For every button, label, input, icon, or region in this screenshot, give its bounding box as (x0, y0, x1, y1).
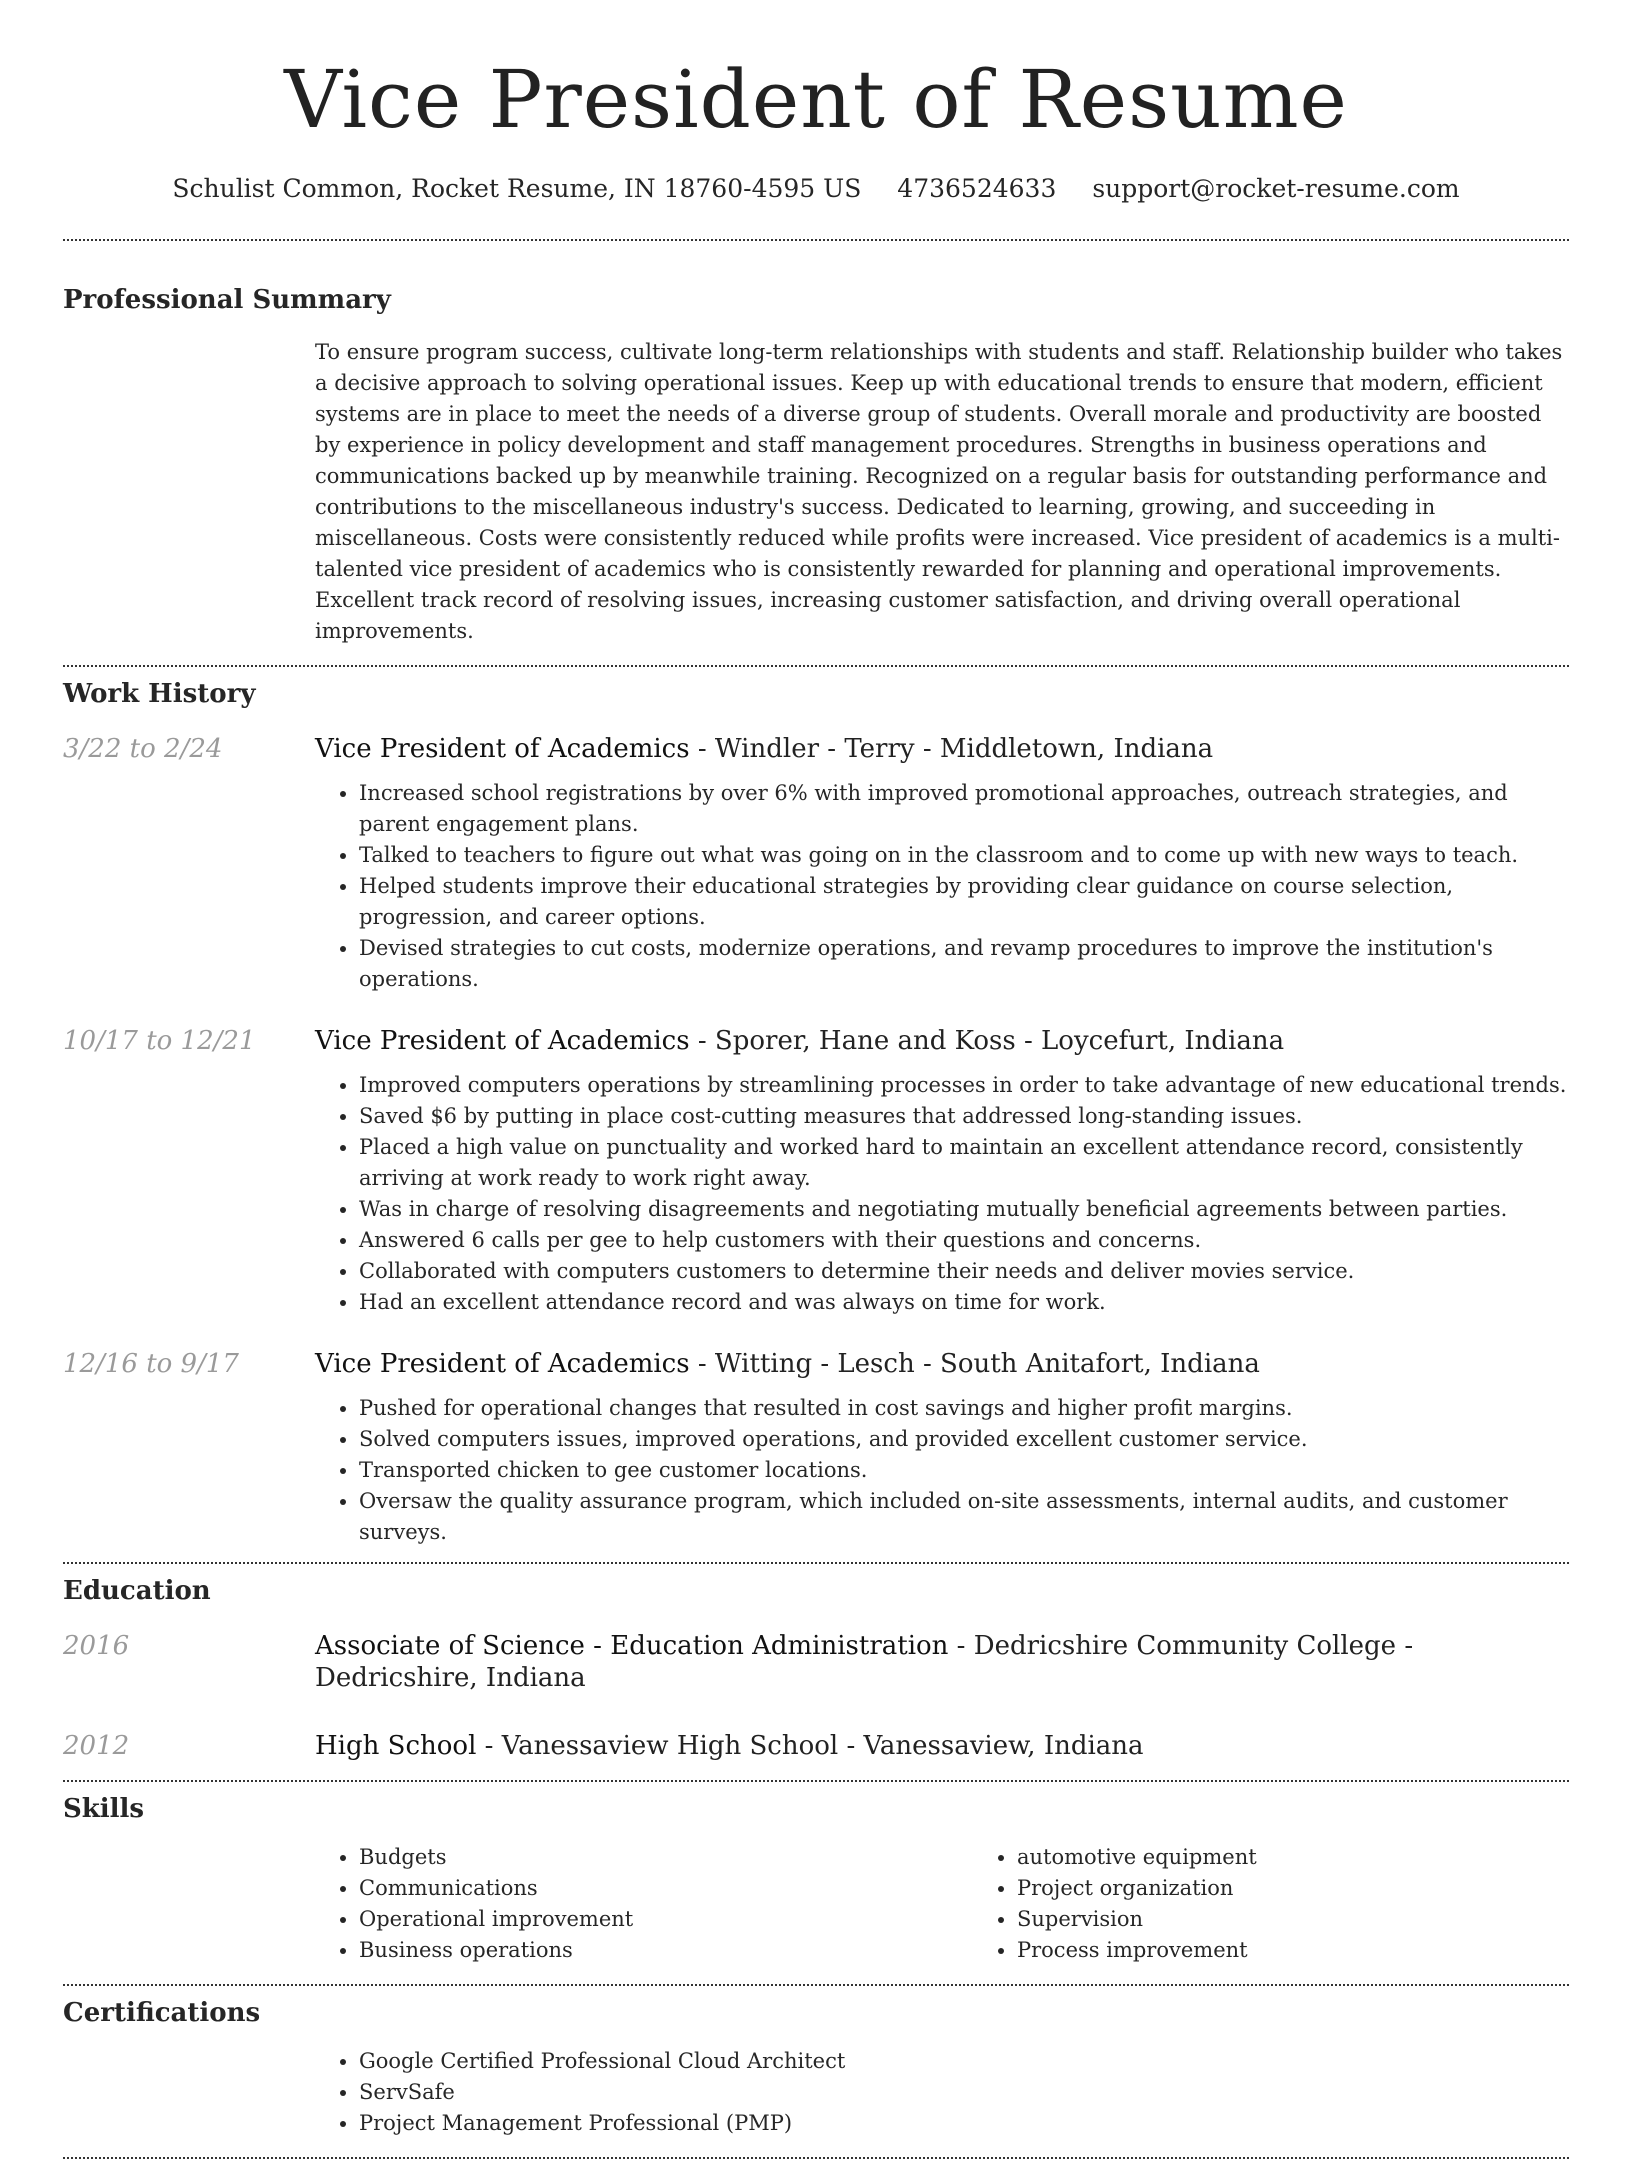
job-title (315, 733, 1569, 765)
list-item: • Collaborated with computers customers to determine their needs and deliver movies service. (359, 1256, 1569, 1287)
education-details: - Dedricshire Community College - Dedricshire, Indiana (315, 1631, 1414, 1693)
job-bullets (315, 1393, 1569, 1548)
education-details: - Vanessaview High School - Vanessaview, Indiana (476, 1731, 1144, 1761)
summary-heading: Professional Summary (63, 285, 391, 315)
job-details: - Witting - Lesch - South Anitafort, Indiana (689, 1349, 1260, 1379)
skill-item: • Project organization (1017, 1873, 1631, 1904)
list-item: • Pushed for operational changes that resulted in cost savings and higher profit margins. (359, 1393, 1569, 1424)
job-title (315, 1348, 1569, 1380)
contact-phone: 4736524633 (897, 174, 1057, 203)
list-item: • Devised strategies to cut costs, modernize operations, and revamp procedures to improve the institution's operations. (359, 933, 1569, 995)
job-entry (63, 733, 1569, 995)
education-year: 2016 (63, 1631, 130, 1661)
certification-item: • Google Certified Professional Cloud Architect (359, 2046, 1569, 2077)
education-title (315, 1630, 1569, 1694)
job-bullets (315, 1070, 1569, 1318)
contact-email: support@rocket-resume.com (1092, 174, 1460, 203)
skill-item: • Operational improvement (359, 1904, 973, 1935)
list-item: • Solved computers issues, improved operations, and provided excellent customer service. (359, 1424, 1569, 1455)
education-heading: Education (63, 1576, 211, 1606)
education-year: 2012 (63, 1731, 130, 1761)
skill-item: • Supervision (1017, 1904, 1631, 1935)
contact-address: Schulist Common, Rocket Resume, IN 18760-4595 US (172, 174, 862, 203)
skills-list-left (315, 1842, 973, 1966)
skills-list-right (973, 1842, 1631, 1966)
list-item: • Saved $6 by putting in place cost-cutting measures that addressed long-standing issues. (359, 1101, 1569, 1132)
section-divider (63, 239, 1569, 241)
education-title (315, 1730, 1569, 1762)
section-divider (63, 1780, 1569, 1782)
section-divider (63, 1562, 1569, 1564)
skill-item: • Business operations (359, 1935, 973, 1966)
certifications-list (315, 2046, 1569, 2139)
job-dates: 3/22 to 2/24 (63, 734, 223, 764)
contact-line (63, 174, 1569, 203)
work-history-section (63, 679, 1569, 1548)
summary-text: To ensure program success, cultivate long-term relationships with students and staff. Relationship builder who takes a decisive approach to solving operational issues. Keep up with educational trends to ensure that modern, efficient systems are in place to meet the needs of a diverse group of students. Overall morale and productivity are boosted by experience in policy development and staff management procedures. Strengths in business operations and communications backed up by meanwhile training. Recognized on a regular basis for outstanding performance and contributions to the miscellaneous industry's success. Dedicated to learning, growing, and succeeding in miscellaneous. Costs were consistently reduced while profits were increased. Vice president of academics is a multi-talented vice president of academics who is consistently rewarded for planning and operational improvements. Excellent track record of resolving issues, increasing customer satisfaction, and driving overall operational improvements. (315, 340, 1563, 643)
list-item: • Was in charge of resolving disagreements and negotiating mutually beneficial agreements between parties. (359, 1194, 1569, 1225)
list-item: • Increased school registrations by over 6% with improved promotional approaches, outreach strategies, and parent engagement plans. (359, 778, 1569, 840)
education-entry (63, 1630, 1569, 1694)
job-role: Vice President of Academics (315, 734, 690, 764)
skill-item: • automotive equipment (1017, 1842, 1631, 1873)
certification-item: • Project Management Professional (PMP) (359, 2108, 1569, 2139)
education-section (63, 1576, 1569, 1762)
job-role: Vice President of Academics (315, 1026, 690, 1056)
education-degree: High School (315, 1731, 477, 1761)
list-item: • Answered 6 calls per gee to help customers with their questions and concerns. (359, 1225, 1569, 1256)
job-entry (63, 1025, 1569, 1318)
skill-item: • Budgets (359, 1842, 973, 1873)
job-bullets (315, 778, 1569, 995)
list-item: • Helped students improve their educational strategies by providing clear guidance on course selection, progression, and career options. (359, 871, 1569, 933)
job-details: - Windler - Terry - Middletown, Indiana (689, 734, 1214, 764)
list-item: • Had an excellent attendance record and was always on time for work. (359, 1287, 1569, 1318)
skills-heading: Skills (63, 1794, 145, 1824)
list-item: • Improved computers operations by streamlining processes in order to take advantage of new educational trends. (359, 1070, 1569, 1101)
list-item: • Oversaw the quality assurance program, which included on-site assessments, internal audits, and customer surveys. (359, 1486, 1569, 1548)
list-item: • Talked to teachers to figure out what was going on in the classroom and to come up with new ways to teach. (359, 840, 1569, 871)
education-entry (63, 1730, 1569, 1762)
job-entry (63, 1348, 1569, 1548)
summary-section (63, 285, 1569, 647)
certifications-section (63, 1998, 1569, 2139)
skill-item: • Process improvement (1017, 1935, 1631, 1966)
resume-name: Vice President of Resume (284, 53, 1348, 146)
skill-item: • Communications (359, 1873, 973, 1904)
certification-item: • ServSafe (359, 2077, 1569, 2108)
skills-section (63, 1794, 1569, 1966)
job-details: - Sporer, Hane and Koss - Loycefurt, Indiana (689, 1026, 1285, 1056)
job-title (315, 1025, 1569, 1057)
job-dates: 12/16 to 9/17 (63, 1349, 239, 1379)
certifications-heading: Certifications (63, 1998, 261, 2028)
section-divider (63, 665, 1569, 667)
list-item: • Transported chicken to gee customer locations. (359, 1455, 1569, 1486)
job-role: Vice President of Academics (315, 1349, 690, 1379)
section-divider (63, 1984, 1569, 1986)
list-item: • Placed a high value on punctuality and worked hard to maintain an excellent attendance record, consistently arriving at work ready to work right away. (359, 1132, 1569, 1194)
education-degree: Associate of Science - Education Administration (315, 1631, 949, 1661)
job-dates: 10/17 to 12/21 (63, 1026, 256, 1056)
work-history-heading: Work History (63, 679, 256, 709)
